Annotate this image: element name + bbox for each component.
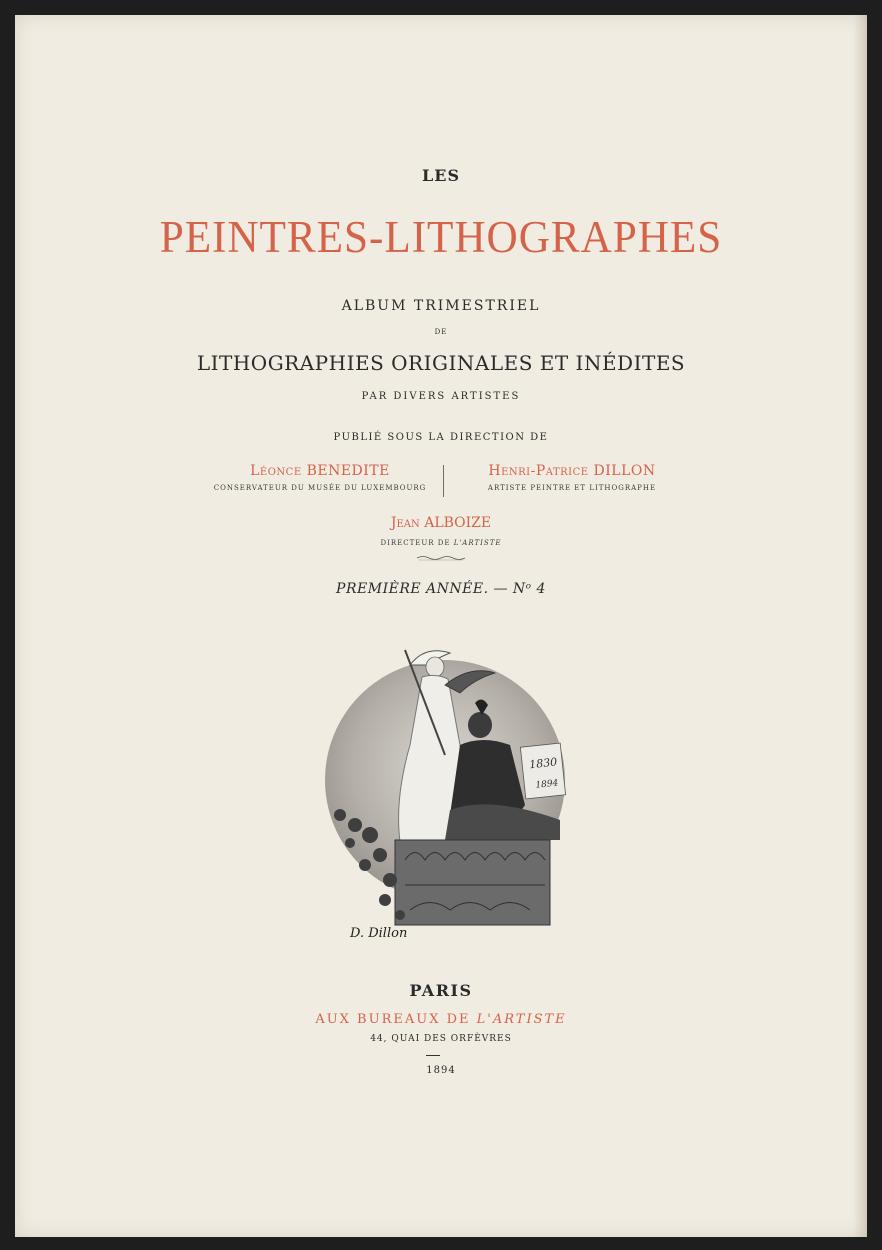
page-title: PEINTRES-LITHOGRAPHES	[159, 212, 723, 262]
director-first-name: Léonce	[250, 463, 302, 479]
published-line: PUBLIÉ SOUS LA DIRECTION DE	[333, 432, 549, 443]
dash-rule	[426, 1055, 440, 1056]
subtitle: LITHOGRAPHIES ORIGINALES ET INÉDITES	[196, 351, 686, 375]
director-dillon	[457, 463, 687, 492]
vignette-illustration	[310, 615, 580, 955]
paper-edge-shadow	[853, 15, 867, 1237]
drawing-board	[520, 743, 565, 799]
director-last-name: ALBOIZE	[424, 515, 492, 531]
artists-line: PAR DIVERS ARTISTES	[361, 391, 521, 402]
director-last-name: DILLON	[593, 463, 656, 479]
year-top: 1830	[528, 755, 558, 772]
ornament-rule	[415, 555, 467, 561]
title-prefix: LES	[422, 166, 460, 185]
director-name	[205, 463, 435, 479]
director-alboize	[15, 515, 867, 531]
album-line: ALBUM TRIMESTRIEL	[341, 298, 541, 314]
director-first-name: Jean	[390, 515, 420, 531]
year-bottom: 1894	[534, 778, 559, 791]
director-role: ARTISTE PEINTRE ET LITHOGRAPHE	[487, 484, 657, 492]
publisher-prefix: AUX BUREAUX DE	[315, 1012, 471, 1027]
director-first-name: Henri-Patrice	[488, 463, 589, 479]
publication-year: 1894	[426, 1065, 456, 1076]
director-benedite	[205, 463, 435, 492]
publisher-line	[15, 1012, 867, 1027]
issue-line: PREMIÈRE ANNÉE. — Nᵒ 4	[336, 581, 546, 597]
director-name	[457, 463, 687, 479]
director-last-name: BENEDITE	[306, 463, 390, 479]
city: PARIS	[409, 981, 473, 1000]
seated-figure-head	[468, 712, 492, 738]
publisher-italic: L'ARTISTE	[476, 1012, 567, 1027]
column-divider	[443, 465, 444, 497]
director-role: CONSERVATEUR DU MUSÉE DU LUXEMBOURG	[213, 484, 427, 492]
role-prefix: DIRECTEUR DE	[380, 539, 451, 547]
de-line: DE	[434, 328, 448, 336]
title-page	[15, 15, 867, 1237]
artist-signature: D. Dillon	[350, 926, 408, 941]
address: 44, QUAI DES ORFÈVRES	[370, 1034, 512, 1044]
director-alboize-role	[15, 539, 867, 547]
role-italic: L'ARTISTE	[453, 539, 502, 547]
